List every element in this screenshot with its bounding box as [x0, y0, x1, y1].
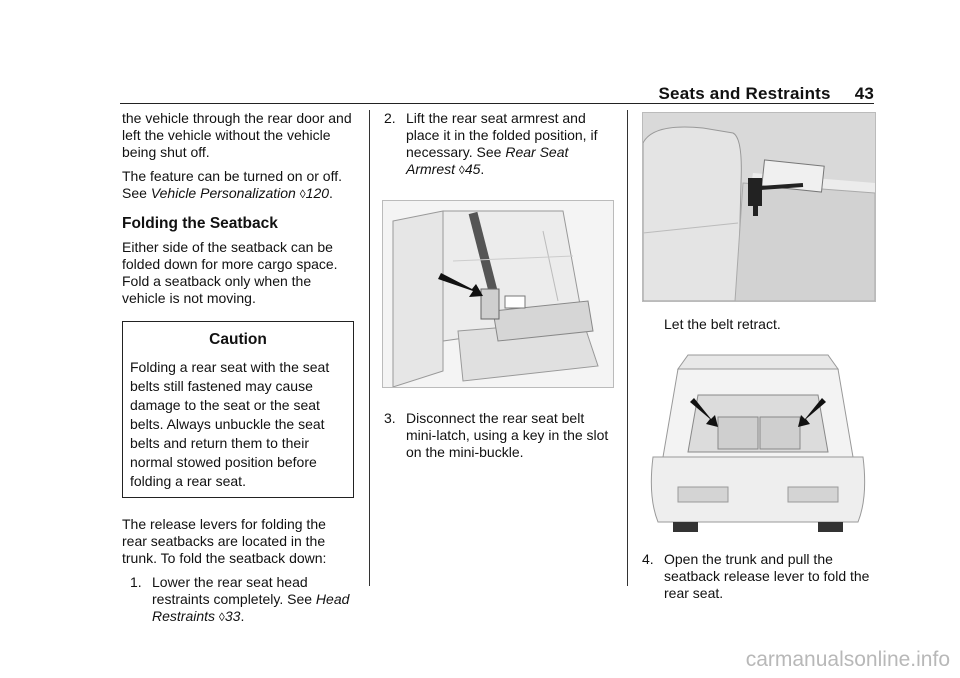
- page-ref-icon: ◊: [299, 187, 306, 201]
- header-rule: [120, 103, 874, 104]
- list-item: [384, 110, 616, 179]
- step-text: Lower the rear seat head restraints completely. See Head Restraints ◊33.: [152, 574, 350, 624]
- step-number: 3.: [384, 410, 396, 426]
- step-number: 4.: [642, 551, 654, 567]
- column-2: [384, 110, 616, 468]
- column-3: [642, 110, 876, 609]
- paragraph: the vehicle through the rear door and left the vehicle without the vehicle being shut off.: [122, 110, 352, 160]
- page-ref-icon: ◊: [218, 610, 225, 624]
- step-body: Lower the rear seat head restraints completely. See: [152, 574, 313, 607]
- mini-latch-illustration: [642, 112, 876, 302]
- step-text: Disconnect the rear seat belt mini-latch, using a key in the slot on the mini-buckle.: [406, 410, 609, 460]
- column-divider: [627, 110, 628, 586]
- step-body: Lift the rear seat armrest and place it in the folded position, if necessary. See: [406, 110, 598, 160]
- paragraph-text: The feature can be turned on or off. See: [122, 168, 343, 201]
- caution-title: Caution: [209, 331, 267, 348]
- paragraph: Either side of the seatback can be folded down for more cargo space. Fold a seatback only when the vehicle is not moving.: [122, 239, 338, 306]
- step-text: Open the trunk and pull the seatback release lever to fold the rear seat.: [664, 551, 870, 601]
- paragraph: The feature can be turned on or off. See Vehicle Personalization ◊120.: [122, 168, 343, 201]
- page-ref[interactable]: 120: [305, 185, 330, 201]
- section-heading: Folding the Seatback: [122, 215, 278, 232]
- watermark: carmanualsonline.info: [745, 648, 950, 671]
- column-1: [122, 110, 354, 633]
- list-item: [642, 551, 876, 602]
- cross-reference-link[interactable]: Rear Seat Armrest: [406, 144, 569, 177]
- list-item: [384, 410, 616, 461]
- page-ref[interactable]: 45: [464, 161, 481, 177]
- page-number: 43: [854, 84, 874, 103]
- caution-box: [122, 321, 354, 498]
- paragraph: Let the belt retract.: [664, 316, 781, 332]
- section-title: Seats and Restraints: [658, 84, 831, 103]
- page-ref[interactable]: 33: [224, 608, 241, 624]
- step-text: Lift the rear seat armrest and place it in the folded position, if necessary. See Rear Seat Armrest ◊45.: [406, 110, 598, 177]
- paragraph: The release levers for folding the rear seatbacks are located in the trunk. To fold the seatback down:: [122, 516, 327, 566]
- caution-body: Folding a rear seat with the seat belts still fastened may cause damage to the seat or the seat belts. Always unbuckle the seat belts and return them to their normal stowed position before folding a rear seat.: [130, 359, 330, 489]
- step-number: 1.: [130, 574, 142, 590]
- list-item: [122, 574, 354, 626]
- page-ref-icon: ◊: [458, 163, 465, 177]
- cross-reference-link[interactable]: Vehicle Personalization: [150, 185, 296, 201]
- trunk-release-illustration: [648, 347, 868, 533]
- column-divider: [369, 110, 370, 586]
- seat-armrest-illustration: [382, 200, 614, 388]
- cross-reference-link[interactable]: Head Restraints: [152, 591, 350, 624]
- step-number: 2.: [384, 110, 396, 126]
- page-header: [659, 84, 875, 104]
